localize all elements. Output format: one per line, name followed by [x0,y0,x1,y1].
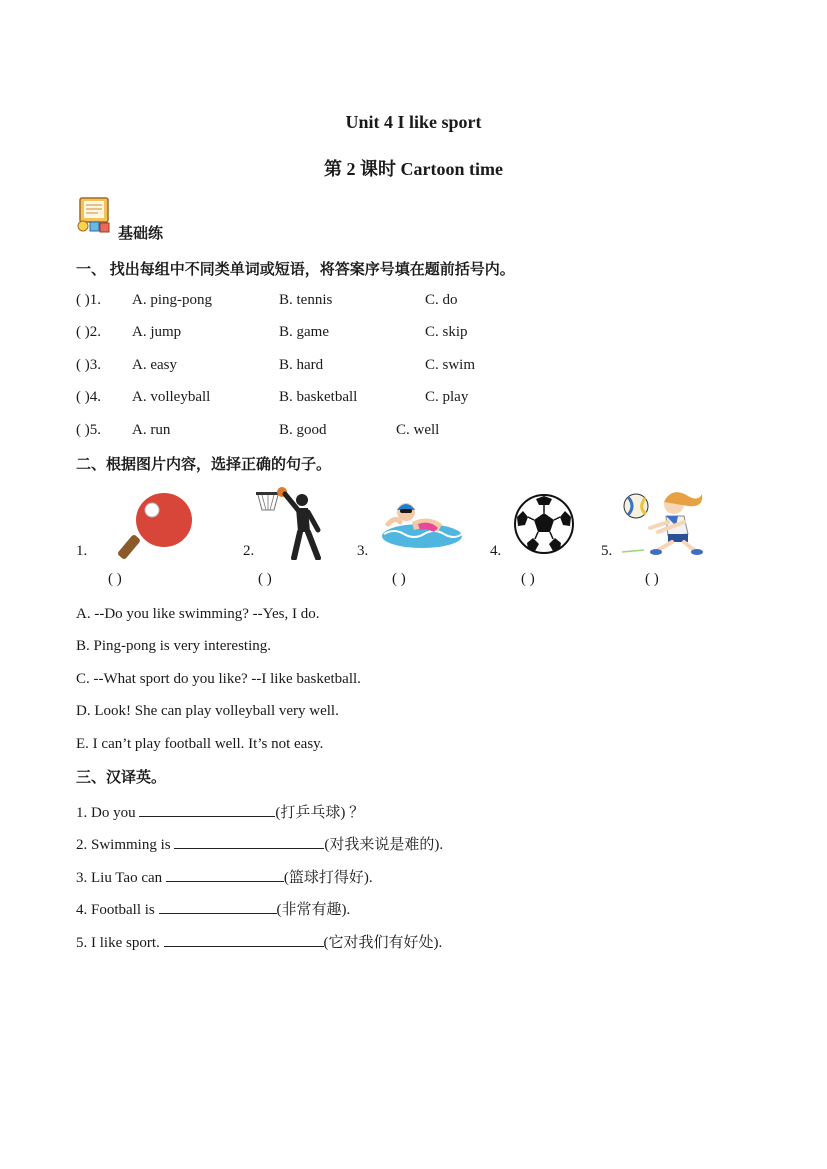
answer-line[interactable] [166,867,284,882]
s1-item-number: ( )5. [76,422,101,438]
section3-heading: 三、汉译英。 [76,770,167,786]
translation-chinese: (它对我们有好处). [323,935,443,951]
football-icon [513,493,575,555]
answer-blank[interactable]: ( ) [645,571,659,587]
translation-item [76,801,364,822]
s1-item-number: ( )3. [76,357,101,373]
translation-chinese: (非常有趣). [276,902,351,918]
page-title: Unit 4 I like sport [345,112,482,132]
translation-item [76,833,443,854]
level-label: 基础练 [118,226,164,242]
picture-number: 4. [490,543,502,559]
basketball-player-icon [252,486,330,560]
section1-heading: 一、 找出每组中不同类单词或短语，将答案序号填在题前括号内。 [76,262,515,278]
volleyball-girl-icon [618,486,710,558]
answer-blank[interactable]: ( ) [258,571,272,587]
s1-option-a: A. jump [132,324,182,340]
s1-option-c: C. play [425,389,469,405]
sentence-option-c: C. --What sport do you like? --I like basketball. [76,671,361,687]
translation-prompt: 4. Football is [76,902,159,918]
s1-option-c: C. swim [425,357,476,373]
translation-item [76,931,442,952]
s1-option-b: B. hard [279,357,324,373]
translation-chinese: (打乒乓球) ？ [275,805,365,821]
s1-option-b: B. game [279,324,329,340]
picture-number: 1. [76,543,88,559]
s1-option-c: C. well [396,422,440,438]
answer-line[interactable] [174,834,324,849]
s1-item-number: ( )4. [76,389,101,405]
book-blocks-icon [76,196,112,234]
translation-item [76,866,373,887]
s1-item-number: ( )2. [76,324,101,340]
s1-option-a: A. run [132,422,171,438]
s1-option-c: C. skip [425,324,468,340]
page-subtitle: 第 2 课时 Cartoon time [324,159,503,179]
s1-option-a: A. volleyball [132,389,211,405]
translation-prompt: 5. I like sport. [76,935,164,951]
s1-option-a: A. ping-pong [132,292,212,308]
ping-pong-paddle-icon [118,490,198,562]
sentence-option-a: A. --Do you like swimming? --Yes, I do. [76,606,320,622]
picture-number: 3. [357,543,369,559]
translation-chinese: (对我来说是难的). [324,837,444,853]
answer-line[interactable] [139,802,275,817]
s1-option-b: B. tennis [279,292,333,308]
picture-number: 2. [243,543,255,559]
translation-prompt: 2. Swimming is [76,837,175,853]
answer-line[interactable] [164,932,324,947]
translation-prompt: 3. Liu Tao can [76,870,166,886]
s1-option-b: B. good [279,422,327,438]
picture-number: 5. [601,543,613,559]
translation-chinese: (篮球打得好). [283,870,373,886]
answer-blank[interactable]: ( ) [521,571,535,587]
sentence-option-d: D. Look! She can play volleyball very well. [76,703,339,719]
s1-option-a: A. easy [132,357,177,373]
s1-item-number: ( )1. [76,292,101,308]
swimmer-icon [378,494,464,554]
section2-heading: 二、根据图片内容，选择正确的句子。 [76,457,332,473]
answer-blank[interactable]: ( ) [108,571,122,587]
s1-option-b: B. basketball [279,389,358,405]
sentence-option-b: B. Ping-pong is very interesting. [76,638,271,654]
answer-blank[interactable]: ( ) [392,571,406,587]
translation-item [76,898,350,919]
sentence-option-e: E. I can’t play football well. It’s not easy. [76,736,324,752]
answer-line[interactable] [159,899,277,914]
s1-option-c: C. do [425,292,458,308]
translation-prompt: 1. Do you [76,805,140,821]
